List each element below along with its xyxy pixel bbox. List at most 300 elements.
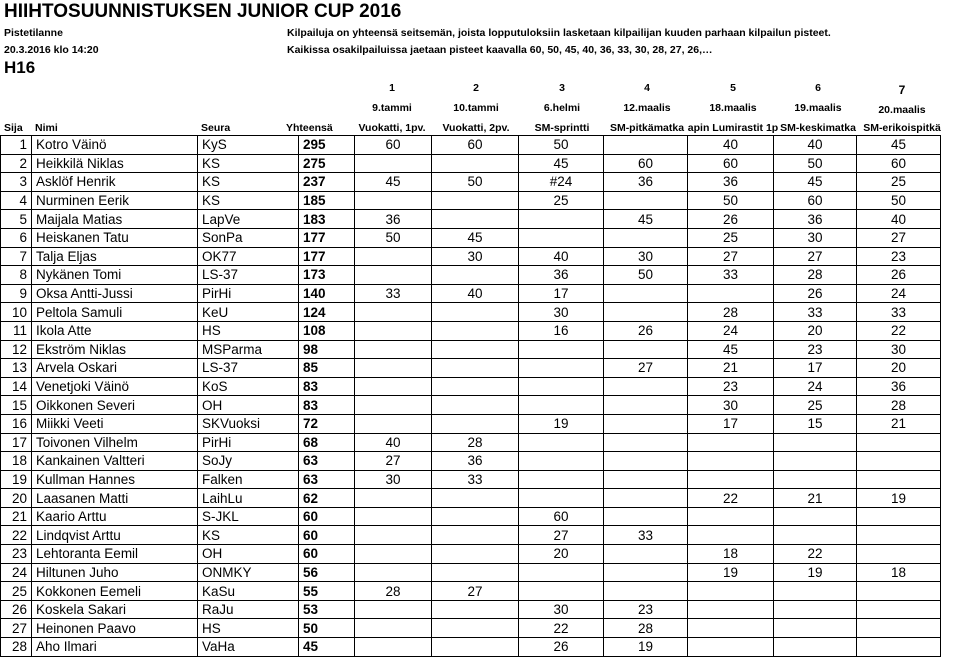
- total-cell: 124: [299, 303, 355, 322]
- points-cell: 40: [774, 136, 857, 155]
- total-cell: 63: [299, 470, 355, 489]
- rank-cell: 22: [1, 526, 32, 545]
- club-cell: KS: [198, 154, 299, 173]
- update-timestamp: 20.3.2016 klo 14:20: [4, 44, 99, 56]
- points-cell: 36: [604, 173, 688, 192]
- name-cell: Arvela Oskari: [32, 359, 198, 378]
- points-cell: 50: [774, 154, 857, 173]
- points-cell: 40: [688, 136, 774, 155]
- points-cell: 60: [604, 154, 688, 173]
- points-cell: 26: [774, 284, 857, 303]
- points-cell: 18: [857, 563, 941, 582]
- competition-6-date: 19.maalis: [794, 102, 842, 114]
- points-cell: [519, 228, 604, 247]
- name-cell: Miikki Veeti: [32, 414, 198, 433]
- points-cell: 50: [432, 173, 519, 192]
- rank-cell: 5: [1, 210, 32, 229]
- points-cell: 27: [774, 247, 857, 266]
- total-cell: 55: [299, 582, 355, 601]
- points-cell: 23: [604, 600, 688, 619]
- competition-2-name: Vuokatti, 2pv.: [442, 122, 510, 134]
- points-cell: [355, 340, 432, 359]
- points-cell: 28: [604, 619, 688, 638]
- table-row: [1, 228, 941, 247]
- points-cell: 45: [355, 173, 432, 192]
- total-cell: 62: [299, 489, 355, 508]
- points-cell: [604, 507, 688, 526]
- club-cell: SonPa: [198, 228, 299, 247]
- rank-cell: 4: [1, 191, 32, 210]
- rank-cell: 24: [1, 563, 32, 582]
- points-cell: [519, 359, 604, 378]
- points-cell: [355, 545, 432, 564]
- table-row: [1, 303, 941, 322]
- points-cell: [519, 210, 604, 229]
- rank-cell: 9: [1, 284, 32, 303]
- rank-cell: 27: [1, 619, 32, 638]
- club-cell: KyS: [198, 136, 299, 155]
- name-cell: Kankainen Valtteri: [32, 452, 198, 471]
- points-cell: [355, 359, 432, 378]
- table-row: [1, 545, 941, 564]
- points-cell: 33: [604, 526, 688, 545]
- table-row: [1, 210, 941, 229]
- table-row: [1, 136, 941, 155]
- points-cell: [604, 377, 688, 396]
- table-row: [1, 563, 941, 582]
- points-cell: 36: [432, 452, 519, 471]
- points-cell: 50: [857, 191, 941, 210]
- points-cell: 22: [519, 619, 604, 638]
- points-cell: [432, 154, 519, 173]
- total-cell: 237: [299, 173, 355, 192]
- points-cell: [688, 600, 774, 619]
- rank-cell: 16: [1, 414, 32, 433]
- points-cell: [604, 545, 688, 564]
- table-row: [1, 600, 941, 619]
- points-cell: 36: [857, 377, 941, 396]
- points-cell: [774, 470, 857, 489]
- points-cell: [519, 452, 604, 471]
- name-cell: Hiltunen Juho: [32, 563, 198, 582]
- points-cell: [604, 136, 688, 155]
- points-cell: [688, 452, 774, 471]
- points-cell: 33: [688, 266, 774, 285]
- name-cell: Kullman Hannes: [32, 470, 198, 489]
- points-cell: [355, 563, 432, 582]
- total-cell: 68: [299, 433, 355, 452]
- points-cell: [432, 414, 519, 433]
- points-cell: [604, 452, 688, 471]
- rank-cell: 10: [1, 303, 32, 322]
- name-cell: Maijala Matias: [32, 210, 198, 229]
- competition-7-date: 20.maalis: [878, 104, 926, 116]
- points-cell: 22: [857, 321, 941, 340]
- points-cell: 36: [688, 173, 774, 192]
- points-cell: [519, 582, 604, 601]
- points-cell: 18: [688, 545, 774, 564]
- points-cell: [604, 396, 688, 415]
- total-cell: 60: [299, 507, 355, 526]
- points-cell: [519, 563, 604, 582]
- rank-cell: 1: [1, 136, 32, 155]
- points-cell: [355, 507, 432, 526]
- total-cell: 295: [299, 136, 355, 155]
- points-cell: 21: [774, 489, 857, 508]
- points-cell: [857, 526, 941, 545]
- points-cell: 26: [519, 638, 604, 657]
- points-cell: [688, 619, 774, 638]
- points-cell: 33: [355, 284, 432, 303]
- club-cell: SKVuoksi: [198, 414, 299, 433]
- total-cell: 177: [299, 247, 355, 266]
- rank-cell: 23: [1, 545, 32, 564]
- points-cell: 25: [774, 396, 857, 415]
- points-cell: 19: [519, 414, 604, 433]
- club-cell: MSParma: [198, 340, 299, 359]
- points-cell: 45: [604, 210, 688, 229]
- points-cell: [432, 619, 519, 638]
- points-cell: [857, 619, 941, 638]
- points-cell: 40: [857, 210, 941, 229]
- table-row: [1, 377, 941, 396]
- rank-cell: 26: [1, 600, 32, 619]
- points-cell: [519, 489, 604, 508]
- points-cell: [604, 191, 688, 210]
- table-row: [1, 526, 941, 545]
- points-cell: 40: [432, 284, 519, 303]
- name-cell: Talja Eljas: [32, 247, 198, 266]
- table-row: [1, 507, 941, 526]
- col-header-name: Nimi: [35, 122, 58, 134]
- competition-3-date: 6.helmi: [543, 102, 581, 114]
- points-note: Kaikissa osakilpailuissa jaetaan pisteet kaavalla 60, 50, 45, 40, 36, 33, 30, 28, 27, 26,…: [287, 44, 713, 56]
- points-cell: 33: [857, 303, 941, 322]
- points-cell: 30: [355, 470, 432, 489]
- table-row: [1, 489, 941, 508]
- club-cell: RaJu: [198, 600, 299, 619]
- club-cell: VaHa: [198, 638, 299, 657]
- club-cell: PirHi: [198, 284, 299, 303]
- points-cell: 19: [857, 489, 941, 508]
- total-cell: 185: [299, 191, 355, 210]
- points-cell: [355, 396, 432, 415]
- points-cell: [519, 470, 604, 489]
- points-cell: [355, 191, 432, 210]
- col-header-total: Yhteensä: [286, 122, 333, 134]
- total-cell: 98: [299, 340, 355, 359]
- points-cell: [432, 321, 519, 340]
- points-cell: [355, 321, 432, 340]
- points-cell: [857, 545, 941, 564]
- total-cell: 60: [299, 545, 355, 564]
- competition-2-date: 10.tammi: [453, 102, 499, 114]
- points-cell: 60: [519, 507, 604, 526]
- points-cell: 28: [688, 303, 774, 322]
- points-cell: 21: [857, 414, 941, 433]
- competition-1-name: Vuokatti, 1pv.: [358, 122, 426, 134]
- table-row: [1, 247, 941, 266]
- points-cell: 25: [519, 191, 604, 210]
- points-cell: 60: [774, 191, 857, 210]
- total-cell: 140: [299, 284, 355, 303]
- club-cell: OH: [198, 545, 299, 564]
- competition-4-num: 4: [644, 82, 650, 94]
- points-cell: [432, 600, 519, 619]
- points-cell: [774, 507, 857, 526]
- points-cell: 45: [774, 173, 857, 192]
- competition-5-num: 5: [730, 82, 736, 94]
- points-cell: #24: [519, 173, 604, 192]
- name-cell: Nurminen Eerik: [32, 191, 198, 210]
- club-cell: OK77: [198, 247, 299, 266]
- competition-5-name: apin Lumirastit 1p: [687, 122, 779, 134]
- points-cell: [432, 489, 519, 508]
- points-cell: 17: [688, 414, 774, 433]
- table-row: [1, 452, 941, 471]
- name-cell: Kotro Väinö: [32, 136, 198, 155]
- total-cell: 83: [299, 396, 355, 415]
- points-cell: 19: [604, 638, 688, 657]
- col-header-club: Seura: [201, 122, 231, 134]
- points-cell: 60: [688, 154, 774, 173]
- total-cell: 50: [299, 619, 355, 638]
- table-row: [1, 470, 941, 489]
- name-cell: Laasanen Matti: [32, 489, 198, 508]
- points-cell: 19: [774, 563, 857, 582]
- club-cell: ONMKY: [198, 563, 299, 582]
- points-cell: [604, 303, 688, 322]
- rank-cell: 18: [1, 452, 32, 471]
- points-cell: 25: [857, 173, 941, 192]
- points-cell: [774, 452, 857, 471]
- points-cell: [604, 284, 688, 303]
- points-cell: [857, 582, 941, 601]
- points-cell: 50: [604, 266, 688, 285]
- competition-3-num: 3: [559, 82, 565, 94]
- points-cell: 26: [857, 266, 941, 285]
- rank-cell: 7: [1, 247, 32, 266]
- points-cell: [604, 470, 688, 489]
- points-cell: 20: [519, 545, 604, 564]
- results-table: [0, 135, 941, 657]
- name-cell: Heinonen Paavo: [32, 619, 198, 638]
- points-cell: 30: [432, 247, 519, 266]
- points-cell: 22: [774, 545, 857, 564]
- rank-cell: 15: [1, 396, 32, 415]
- club-cell: LS-37: [198, 359, 299, 378]
- points-cell: [519, 340, 604, 359]
- table-row: [1, 582, 941, 601]
- total-cell: 63: [299, 452, 355, 471]
- table-row: [1, 433, 941, 452]
- total-cell: 173: [299, 266, 355, 285]
- points-cell: 27: [432, 582, 519, 601]
- table-row: [1, 284, 941, 303]
- points-cell: 27: [355, 452, 432, 471]
- points-cell: 60: [432, 136, 519, 155]
- points-cell: 19: [688, 563, 774, 582]
- points-cell: [604, 340, 688, 359]
- points-cell: 16: [519, 321, 604, 340]
- table-row: [1, 154, 941, 173]
- points-cell: [519, 377, 604, 396]
- points-cell: 21: [688, 359, 774, 378]
- points-cell: [774, 638, 857, 657]
- points-cell: [604, 433, 688, 452]
- club-cell: SoJy: [198, 452, 299, 471]
- rank-cell: 19: [1, 470, 32, 489]
- points-cell: [355, 489, 432, 508]
- points-cell: [688, 470, 774, 489]
- total-cell: 108: [299, 321, 355, 340]
- total-cell: 83: [299, 377, 355, 396]
- points-cell: [432, 303, 519, 322]
- club-cell: KaSu: [198, 582, 299, 601]
- points-cell: 30: [857, 340, 941, 359]
- table-row: [1, 359, 941, 378]
- points-cell: 45: [519, 154, 604, 173]
- points-cell: 26: [604, 321, 688, 340]
- standings-label: Pistetilanne: [4, 27, 63, 39]
- competition-7-name: SM-erikoispitkä: [863, 122, 941, 134]
- points-cell: [688, 284, 774, 303]
- points-cell: [355, 303, 432, 322]
- table-row: [1, 414, 941, 433]
- table-row: [1, 638, 941, 657]
- points-cell: [857, 638, 941, 657]
- points-cell: 28: [857, 396, 941, 415]
- points-cell: 23: [857, 247, 941, 266]
- club-cell: HS: [198, 619, 299, 638]
- rank-cell: 21: [1, 507, 32, 526]
- total-cell: 45: [299, 638, 355, 657]
- club-cell: KeU: [198, 303, 299, 322]
- rank-cell: 25: [1, 582, 32, 601]
- rank-cell: 14: [1, 377, 32, 396]
- points-cell: [774, 619, 857, 638]
- points-cell: [355, 638, 432, 657]
- points-cell: 36: [774, 210, 857, 229]
- competition-3-name: SM-sprintti: [534, 122, 590, 134]
- points-cell: [604, 414, 688, 433]
- club-cell: KS: [198, 173, 299, 192]
- points-cell: [604, 228, 688, 247]
- points-cell: 40: [355, 433, 432, 452]
- points-cell: [857, 470, 941, 489]
- points-cell: 45: [688, 340, 774, 359]
- points-cell: 28: [774, 266, 857, 285]
- points-cell: 30: [604, 247, 688, 266]
- competition-6-num: 6: [815, 82, 821, 94]
- table-row: [1, 619, 941, 638]
- points-cell: 15: [774, 414, 857, 433]
- points-cell: [604, 582, 688, 601]
- points-cell: 50: [355, 228, 432, 247]
- points-cell: 17: [519, 284, 604, 303]
- club-cell: KoS: [198, 377, 299, 396]
- total-cell: 275: [299, 154, 355, 173]
- points-cell: 17: [774, 359, 857, 378]
- competition-1-date: 9.tammi: [372, 102, 412, 114]
- points-cell: 28: [355, 582, 432, 601]
- table-row: [1, 340, 941, 359]
- points-cell: 27: [857, 228, 941, 247]
- rank-cell: 3: [1, 173, 32, 192]
- table-row: [1, 321, 941, 340]
- name-cell: Aho Ilmari: [32, 638, 198, 657]
- points-cell: 40: [519, 247, 604, 266]
- points-cell: [774, 582, 857, 601]
- total-cell: 60: [299, 526, 355, 545]
- competition-2-num: 2: [473, 82, 479, 94]
- points-cell: 30: [519, 600, 604, 619]
- points-cell: 60: [857, 154, 941, 173]
- points-cell: [432, 210, 519, 229]
- points-cell: 30: [519, 303, 604, 322]
- club-cell: PirHi: [198, 433, 299, 452]
- points-cell: [519, 433, 604, 452]
- points-cell: [857, 433, 941, 452]
- points-cell: [688, 507, 774, 526]
- points-cell: [688, 433, 774, 452]
- table-row: [1, 396, 941, 415]
- club-cell: KS: [198, 526, 299, 545]
- club-cell: S-JKL: [198, 507, 299, 526]
- points-cell: 23: [688, 377, 774, 396]
- table-row: [1, 173, 941, 192]
- rank-cell: 11: [1, 321, 32, 340]
- club-cell: HS: [198, 321, 299, 340]
- class-label: H16: [4, 58, 36, 77]
- total-cell: 85: [299, 359, 355, 378]
- points-cell: 20: [774, 321, 857, 340]
- points-cell: [857, 507, 941, 526]
- points-cell: 60: [355, 136, 432, 155]
- club-cell: Falken: [198, 470, 299, 489]
- name-cell: Lindqvist Arttu: [32, 526, 198, 545]
- points-cell: 33: [774, 303, 857, 322]
- rank-cell: 2: [1, 154, 32, 173]
- table-row: [1, 266, 941, 285]
- points-cell: 25: [688, 228, 774, 247]
- points-cell: [432, 526, 519, 545]
- points-cell: 20: [857, 359, 941, 378]
- name-cell: Oksa Antti-Jussi: [32, 284, 198, 303]
- points-cell: 36: [519, 266, 604, 285]
- club-cell: OH: [198, 396, 299, 415]
- name-cell: Kaario Arttu: [32, 507, 198, 526]
- points-cell: 50: [688, 191, 774, 210]
- rank-cell: 20: [1, 489, 32, 508]
- points-cell: 30: [688, 396, 774, 415]
- name-cell: Lehtoranta Eemil: [32, 545, 198, 564]
- points-cell: [432, 638, 519, 657]
- points-cell: [432, 563, 519, 582]
- rank-cell: 13: [1, 359, 32, 378]
- club-cell: LapVe: [198, 210, 299, 229]
- name-cell: Ekström Niklas: [32, 340, 198, 359]
- points-cell: 22: [688, 489, 774, 508]
- points-cell: [355, 414, 432, 433]
- points-cell: [857, 600, 941, 619]
- points-cell: [688, 582, 774, 601]
- name-cell: Toivonen Vilhelm: [32, 433, 198, 452]
- name-cell: Venetjoki Väinö: [32, 377, 198, 396]
- points-cell: [774, 526, 857, 545]
- points-cell: [857, 452, 941, 471]
- competition-6-name: SM-keskimatka: [780, 122, 856, 134]
